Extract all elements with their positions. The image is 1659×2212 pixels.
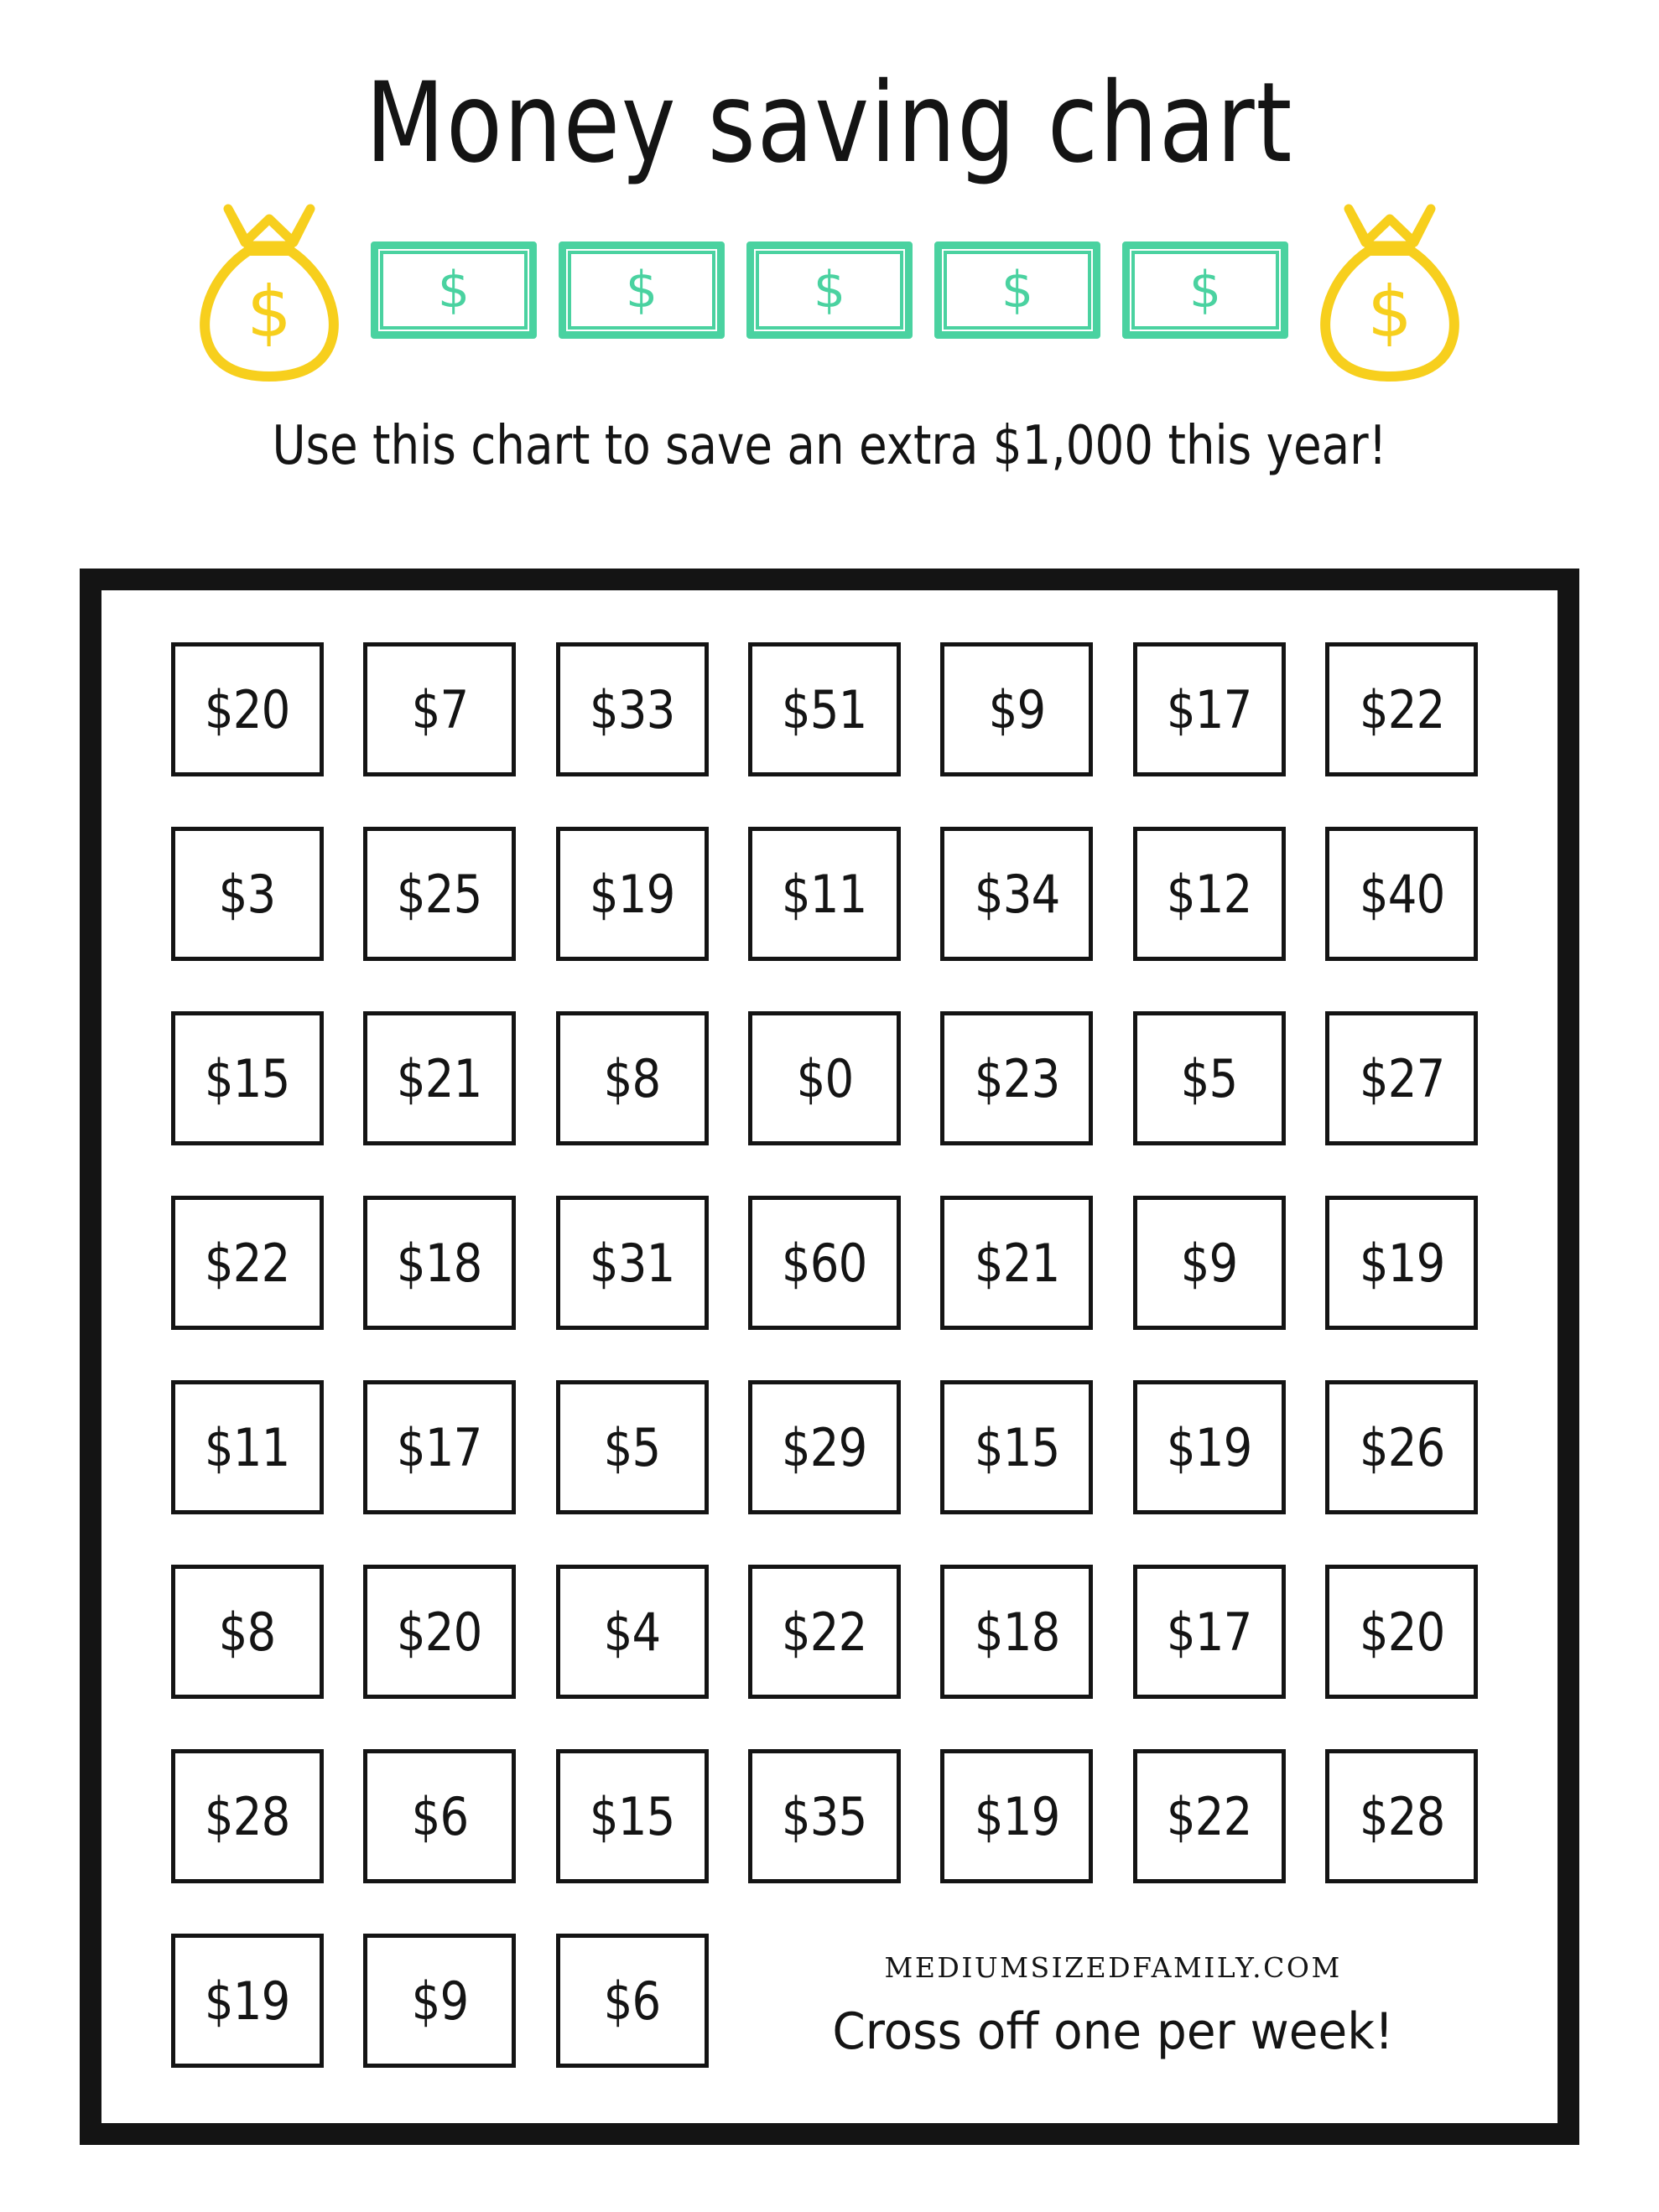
amount-cell[interactable] bbox=[556, 827, 709, 961]
amount-value: $9 bbox=[988, 678, 1046, 740]
amount-value: $19 bbox=[974, 1785, 1060, 1847]
amount-value: $17 bbox=[1167, 678, 1252, 740]
amount-cell[interactable] bbox=[940, 1749, 1093, 1883]
amount-value: $60 bbox=[782, 1232, 867, 1294]
amount-cell[interactable] bbox=[171, 1565, 324, 1699]
amount-value: $28 bbox=[1359, 1785, 1445, 1847]
amount-cell[interactable] bbox=[1325, 1565, 1478, 1699]
amount-cell[interactable] bbox=[363, 827, 516, 961]
amount-cell[interactable] bbox=[1133, 827, 1286, 961]
amount-cell[interactable] bbox=[556, 1934, 709, 2068]
amount-value: $25 bbox=[397, 863, 482, 925]
amount-value: $19 bbox=[204, 1970, 290, 2032]
amount-value: $8 bbox=[218, 1601, 276, 1663]
amount-cell[interactable] bbox=[748, 1565, 901, 1699]
amount-cell[interactable] bbox=[171, 1380, 324, 1514]
amount-cell[interactable] bbox=[1325, 1749, 1478, 1883]
amount-value: $35 bbox=[782, 1785, 867, 1847]
amount-cell[interactable] bbox=[556, 1749, 709, 1883]
amount-value: $11 bbox=[204, 1416, 290, 1478]
amount-value: $40 bbox=[1359, 863, 1445, 925]
amount-cell[interactable] bbox=[363, 1934, 516, 2068]
amount-value: $6 bbox=[411, 1785, 468, 1847]
amount-value: $6 bbox=[603, 1970, 661, 2032]
amount-value: $22 bbox=[204, 1232, 290, 1294]
amount-cell[interactable] bbox=[363, 1565, 516, 1699]
amount-value: $28 bbox=[204, 1785, 290, 1847]
bill-symbol: $ bbox=[813, 260, 846, 319]
amount-value: $31 bbox=[589, 1232, 675, 1294]
amount-cell[interactable] bbox=[171, 642, 324, 776]
amount-cell[interactable] bbox=[171, 827, 324, 961]
amount-value: $29 bbox=[782, 1416, 867, 1478]
amount-cell[interactable] bbox=[940, 827, 1093, 961]
amount-cell[interactable] bbox=[748, 1011, 901, 1145]
amount-cell[interactable] bbox=[1325, 1196, 1478, 1330]
amount-value: $4 bbox=[603, 1601, 661, 1663]
amount-value: $9 bbox=[1181, 1232, 1238, 1294]
amount-cell[interactable] bbox=[363, 1196, 516, 1330]
amount-value: $26 bbox=[1359, 1416, 1445, 1478]
svg-text:$: $ bbox=[247, 270, 292, 353]
amount-value: $15 bbox=[204, 1047, 290, 1109]
amount-value: $17 bbox=[397, 1416, 482, 1478]
bill-symbol: $ bbox=[1188, 260, 1222, 319]
amount-value: $22 bbox=[1167, 1785, 1252, 1847]
amount-cell[interactable] bbox=[1133, 642, 1286, 776]
page-title: Money saving chart bbox=[365, 59, 1294, 188]
money-saving-chart-page bbox=[0, 59, 1659, 2212]
amount-value: $3 bbox=[218, 863, 276, 925]
amount-value: $15 bbox=[974, 1416, 1060, 1478]
amount-cell[interactable] bbox=[1133, 1380, 1286, 1514]
page-subtitle: Use this chart to save an extra $1,000 this year! bbox=[272, 414, 1387, 477]
bill-symbol: $ bbox=[437, 260, 471, 319]
bill-icon-1 bbox=[371, 241, 537, 339]
amount-cell[interactable] bbox=[940, 1196, 1093, 1330]
chart-footer bbox=[739, 1934, 1487, 2078]
amount-value: $20 bbox=[204, 678, 290, 740]
amount-cell[interactable] bbox=[1325, 642, 1478, 776]
amount-cell[interactable] bbox=[556, 642, 709, 776]
money-bag-icon bbox=[190, 194, 349, 387]
amount-cell[interactable] bbox=[171, 1934, 324, 2068]
amount-cell[interactable] bbox=[363, 1749, 516, 1883]
amount-value: $21 bbox=[397, 1047, 482, 1109]
amount-cell[interactable] bbox=[556, 1565, 709, 1699]
amount-cell[interactable] bbox=[171, 1011, 324, 1145]
amount-grid bbox=[162, 642, 1487, 2078]
amount-value: $12 bbox=[1167, 863, 1252, 925]
amount-value: $27 bbox=[1359, 1047, 1445, 1109]
instruction-text: Cross off one per week! bbox=[832, 2002, 1394, 2061]
amount-value: $18 bbox=[397, 1232, 482, 1294]
amount-value: $19 bbox=[1167, 1416, 1252, 1478]
amount-cell[interactable] bbox=[1133, 1565, 1286, 1699]
amount-cell[interactable] bbox=[1133, 1196, 1286, 1330]
amount-cell[interactable] bbox=[1325, 1011, 1478, 1145]
amount-value: $33 bbox=[589, 678, 675, 740]
amount-cell[interactable] bbox=[556, 1011, 709, 1145]
amount-value: $18 bbox=[974, 1601, 1060, 1663]
bill-icon-2 bbox=[559, 241, 725, 339]
amount-cell[interactable] bbox=[1133, 1011, 1286, 1145]
money-decoration-row bbox=[0, 194, 1659, 387]
amount-cell[interactable] bbox=[940, 1380, 1093, 1514]
bill-icon-4 bbox=[934, 241, 1100, 339]
page-header bbox=[0, 59, 1659, 477]
bill-icon-3 bbox=[746, 241, 913, 339]
bill-symbol: $ bbox=[625, 260, 658, 319]
amount-cell[interactable] bbox=[556, 1196, 709, 1330]
amount-value: $9 bbox=[411, 1970, 468, 2032]
amount-value: $8 bbox=[603, 1047, 661, 1109]
amount-cell[interactable] bbox=[748, 827, 901, 961]
amount-value: $51 bbox=[782, 678, 867, 740]
amount-cell[interactable] bbox=[940, 1565, 1093, 1699]
amount-cell[interactable] bbox=[363, 1380, 516, 1514]
amount-value: $22 bbox=[1359, 678, 1445, 740]
amount-value: $11 bbox=[782, 863, 867, 925]
amount-cell[interactable] bbox=[748, 1749, 901, 1883]
amount-value: $5 bbox=[1181, 1047, 1238, 1109]
amount-value: $17 bbox=[1167, 1601, 1252, 1663]
amount-cell[interactable] bbox=[171, 1196, 324, 1330]
amount-cell[interactable] bbox=[556, 1380, 709, 1514]
bill-icon-5 bbox=[1122, 241, 1288, 339]
chart-frame bbox=[80, 569, 1579, 2145]
amount-cell[interactable] bbox=[748, 1196, 901, 1330]
amount-value: $34 bbox=[974, 863, 1060, 925]
amount-value: $5 bbox=[603, 1416, 661, 1478]
amount-cell[interactable] bbox=[940, 642, 1093, 776]
amount-value: $0 bbox=[796, 1047, 853, 1109]
amount-value: $19 bbox=[589, 863, 675, 925]
amount-cell[interactable] bbox=[748, 1380, 901, 1514]
amount-value: $21 bbox=[974, 1232, 1060, 1294]
amount-cell[interactable] bbox=[171, 1749, 324, 1883]
amount-cell[interactable] bbox=[748, 642, 901, 776]
amount-cell[interactable] bbox=[1325, 827, 1478, 961]
site-credit: MEDIUMSIZEDFAMILY.COM bbox=[884, 1950, 1342, 1984]
amount-cell[interactable] bbox=[940, 1011, 1093, 1145]
amount-value: $20 bbox=[1359, 1601, 1445, 1663]
amount-cell[interactable] bbox=[363, 1011, 516, 1145]
amount-value: $19 bbox=[1359, 1232, 1445, 1294]
bill-symbol: $ bbox=[1001, 260, 1034, 319]
amount-value: $7 bbox=[411, 678, 468, 740]
amount-cell[interactable] bbox=[1133, 1749, 1286, 1883]
amount-value: $15 bbox=[589, 1785, 675, 1847]
amount-value: $20 bbox=[397, 1601, 482, 1663]
amount-value: $22 bbox=[782, 1601, 867, 1663]
amount-value: $23 bbox=[974, 1047, 1060, 1109]
amount-cell[interactable] bbox=[363, 642, 516, 776]
svg-text:$: $ bbox=[1367, 270, 1412, 353]
amount-cell[interactable] bbox=[1325, 1380, 1478, 1514]
money-bag-icon bbox=[1310, 194, 1469, 387]
